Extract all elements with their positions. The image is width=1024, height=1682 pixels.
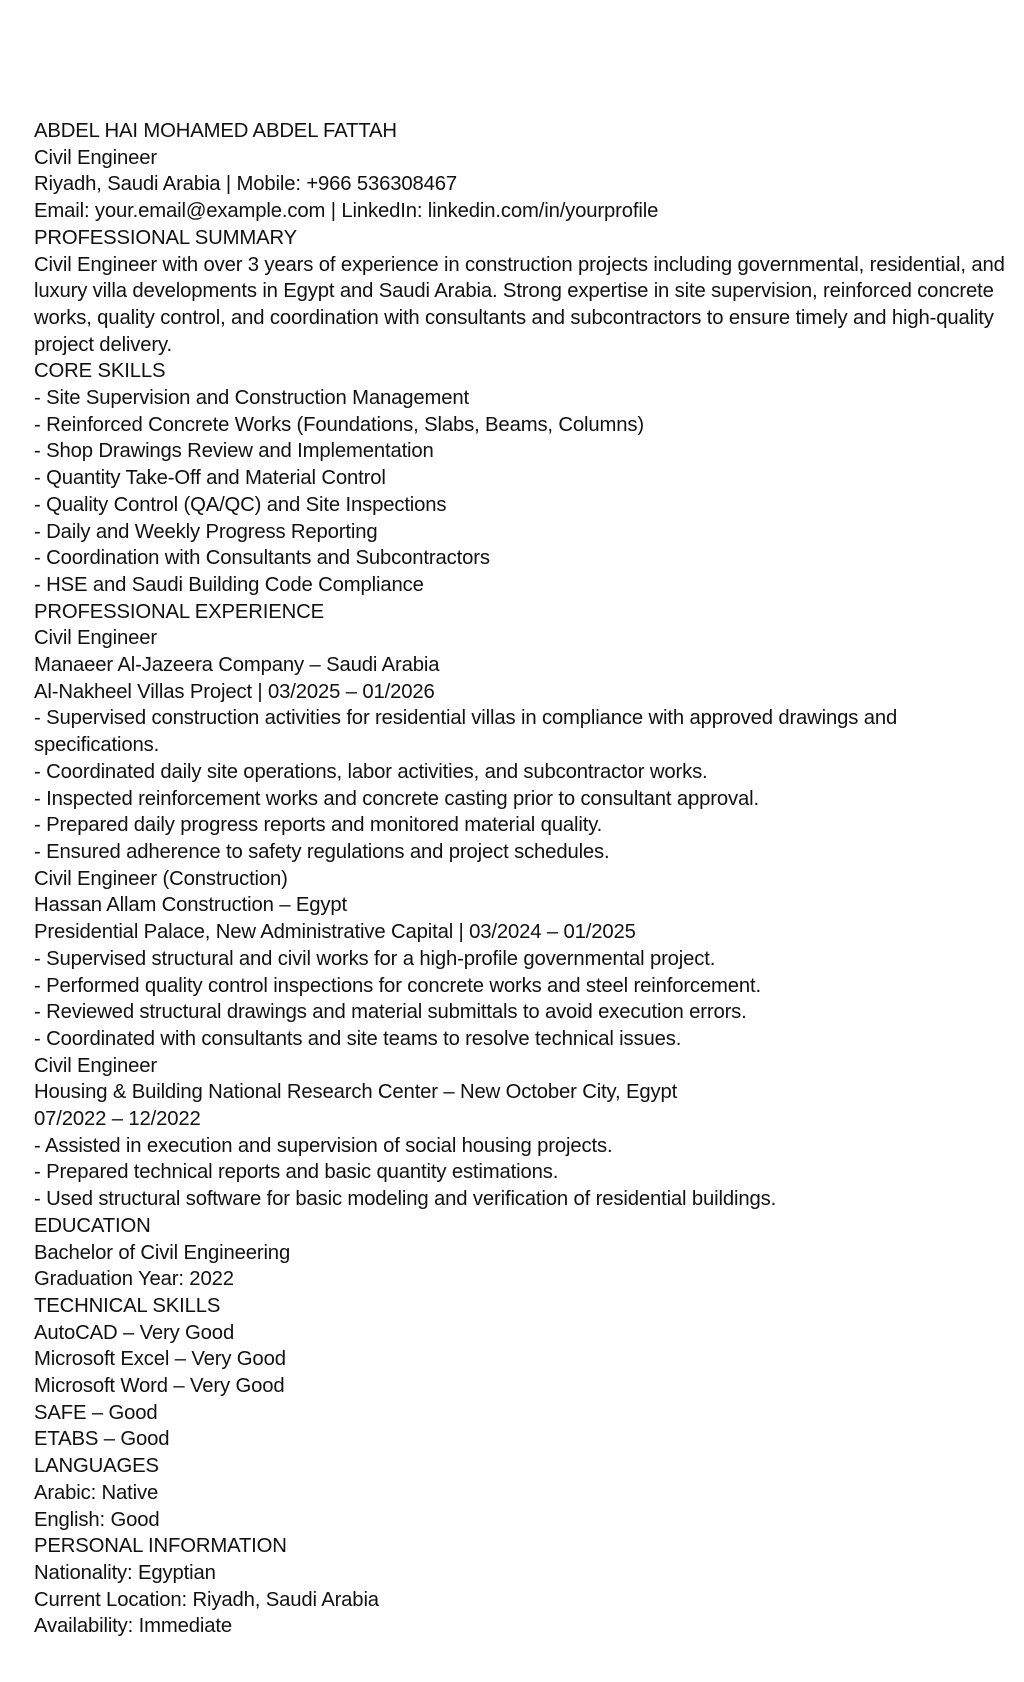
job-bullet: - Ensured adherence to safety regulations and project schedules.	[34, 840, 610, 863]
job-project: Presidential Palace, New Administrative Capital | 03/2024 – 01/2025	[34, 921, 636, 944]
technical-skill-item: SAFE – Good	[34, 1401, 158, 1424]
technical-skill-item: Microsoft Word – Very Good	[34, 1375, 285, 1398]
job-company: Manaeer Al-Jazeera Company – Saudi Arabia	[34, 654, 440, 677]
core-skill-item: - Quality Control (QA/QC) and Site Inspections	[34, 493, 447, 516]
job-bullet: - Reviewed structural drawings and material submittals to avoid execution errors.	[34, 1001, 747, 1024]
job-bullet: - Supervised structural and civil works for a high-profile governmental project.	[34, 947, 716, 970]
job-bullet: - Performed quality control inspections for concrete works and steel reinforcement.	[34, 974, 762, 997]
job-role: Civil Engineer	[34, 627, 158, 650]
technical-skill-item: AutoCAD – Very Good	[34, 1321, 235, 1344]
section-heading-languages: LANGUAGES	[34, 1455, 159, 1478]
section-heading-core-skills: CORE SKILLS	[34, 360, 166, 383]
job-bullet: - Inspected reinforcement works and concrete casting prior to consultant approval.	[34, 787, 759, 810]
section-heading-personal: PERSONAL INFORMATION	[34, 1535, 287, 1558]
section-heading-summary: PROFESSIONAL SUMMARY	[34, 226, 297, 249]
job-company: Housing & Building National Research Center – New October City, Egypt	[34, 1081, 678, 1104]
job-bullet: - Prepared daily progress reports and monitored material quality.	[34, 814, 603, 837]
personal-item: Availability: Immediate	[34, 1615, 232, 1638]
core-skill-item: - Shop Drawings Review and Implementation	[34, 440, 434, 463]
job-bullet: - Supervised construction activities for residential villas in compliance with approved drawings and specifications.	[34, 707, 898, 757]
core-skill-item: - Reinforced Concrete Works (Foundations, Slabs, Beams, Columns)	[34, 413, 644, 436]
job-dates: 07/2022 – 12/2022	[34, 1108, 201, 1131]
location-phone: Riyadh, Saudi Arabia | Mobile: +966 536308467	[34, 173, 458, 196]
language-item: English: Good	[34, 1508, 160, 1531]
job-company: Hassan Allam Construction – Egypt	[34, 894, 347, 917]
technical-skill-item: ETABS – Good	[34, 1428, 170, 1451]
core-skill-item: - Quantity Take-Off and Material Control	[34, 467, 386, 490]
candidate-title: Civil Engineer	[34, 146, 158, 169]
section-heading-experience: PROFESSIONAL EXPERIENCE	[34, 600, 324, 623]
section-heading-education: EDUCATION	[34, 1214, 151, 1237]
core-skill-item: - Daily and Weekly Progress Reporting	[34, 520, 378, 543]
technical-skill-item: Microsoft Excel – Very Good	[34, 1348, 286, 1371]
education-degree: Bachelor of Civil Engineering	[34, 1241, 291, 1264]
core-skill-item: - Coordination with Consultants and Subcontractors	[34, 547, 490, 570]
personal-item: Nationality: Egyptian	[34, 1561, 216, 1584]
personal-item: Current Location: Riyadh, Saudi Arabia	[34, 1588, 379, 1611]
candidate-name: ABDEL HAI MOHAMED ABDEL FATTAH	[34, 120, 397, 142]
education-year: Graduation Year: 2022	[34, 1268, 234, 1291]
core-skill-item: - HSE and Saudi Building Code Compliance	[34, 573, 424, 596]
email-linkedin: Email: your.email@example.com | LinkedIn: linkedin.com/in/yourprofile	[34, 200, 659, 223]
job-role: Civil Engineer (Construction)	[34, 867, 288, 890]
job-bullet: - Coordinated daily site operations, labor activities, and subcontractor works.	[34, 760, 708, 783]
job-bullet: - Assisted in execution and supervision of social housing projects.	[34, 1134, 613, 1157]
job-bullet: - Used structural software for basic modeling and verification of residential buildings.	[34, 1188, 777, 1211]
job-bullet: - Prepared technical reports and basic quantity estimations.	[34, 1161, 559, 1184]
summary-text: Civil Engineer with over 3 years of experience in construction projects including governmental, residential, and luxury villa developments in Egypt and Saudi Arabia. Strong expertise in site supervision, reinforced concrete works, quality control, and coordination with consultants and subcontractors to ensure timely and high-quality project delivery.	[34, 253, 1005, 356]
section-heading-technical-skills: TECHNICAL SKILLS	[34, 1294, 221, 1317]
job-project: Al-Nakheel Villas Project | 03/2025 – 01/2026	[34, 680, 435, 703]
resume-document	[34, 118, 1009, 1640]
job-bullet: - Coordinated with consultants and site teams to resolve technical issues.	[34, 1027, 682, 1050]
language-item: Arabic: Native	[34, 1481, 159, 1504]
core-skill-item: - Site Supervision and Construction Management	[34, 387, 470, 410]
job-role: Civil Engineer	[34, 1054, 158, 1077]
